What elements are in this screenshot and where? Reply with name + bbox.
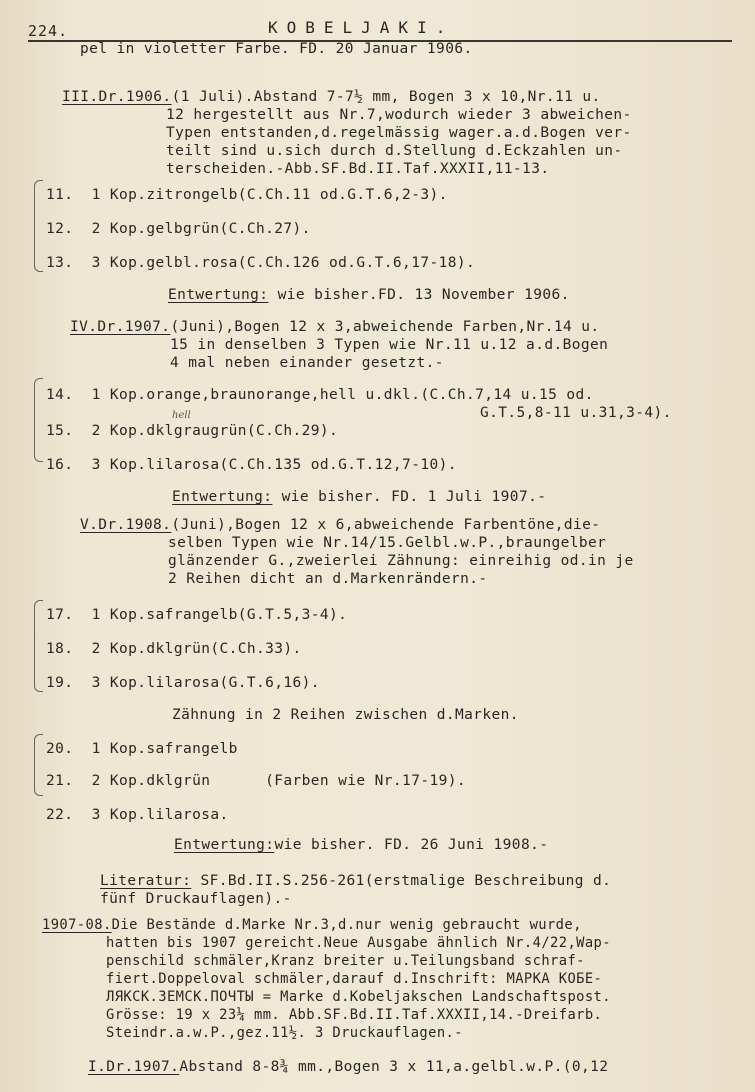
text-line: Zähnung in 2 Reihen zwischen d.Marken. — [172, 707, 519, 723]
stamp-entry: 20. 1 Kop.safrangelb — [46, 741, 238, 757]
page-title: KOBELJAKI. — [268, 18, 455, 37]
cancellation-label: Entwertung: — [174, 837, 275, 853]
text-line — [100, 872, 611, 890]
section-heading: 1907-08. — [42, 917, 112, 933]
cancellation-label: Entwertung: — [172, 489, 273, 505]
text-segment: Abstand 8-8¾ mm.,Bogen 3 x 11,a.gelbl.w.P.(0,12 — [179, 1059, 609, 1075]
stamp-entry: 11. 1 Kop.zitrongelb(C.Ch.11 od.G.T.6,2-3). — [46, 187, 448, 203]
text-line — [42, 916, 582, 934]
text-line: 4 mal neben einander gesetzt.- — [170, 355, 444, 371]
text-segment: (Juni),Bogen 12 x 6,abweichende Farbentöne,die- — [171, 517, 601, 533]
text-line: Grösse: 19 x 23¼ mm. Abb.SF.Bd.II.Taf.XXXII,14.-Dreifarb. — [106, 1007, 603, 1023]
stamp-entry: 16. 3 Kop.lilarosa(C.Ch.135 od.G.T.12,7-10). — [46, 457, 457, 473]
text-line: ЛЯКСК.ЗЕМСК.ПОЧТЫ = Marke d.Kobeljakschen Landschaftspost. — [106, 989, 611, 1005]
stamp-entry: 12. 2 Kop.gelbgrün(C.Ch.27). — [46, 221, 311, 237]
margin-bracket-17-19 — [34, 600, 43, 692]
stamp-entry: 17. 1 Kop.safrangelb(G.T.5,3-4). — [46, 607, 348, 623]
text-line: hatten bis 1907 gereicht.Neue Ausgabe ähnlich Nr.4/22,Wap- — [106, 935, 611, 951]
text-segment: wie bisher. FD. 1 Juli 1907.- — [272, 489, 547, 505]
text-segment: SF.Bd.II.S.256-261(erstmalige Beschreibung d. — [191, 873, 612, 889]
text-line: penschild schmäler,Kranz breiter u.Teilungsband schraf- — [106, 953, 585, 969]
handwritten-note: hell — [172, 410, 191, 421]
section-heading: III.Dr.1906. — [62, 89, 172, 105]
text-segment: (1 Juli).Abstand 7-7½ mm, Bogen 3 x 10,Nr.11 u. — [171, 89, 601, 105]
page-number: 224. — [28, 22, 69, 40]
text-line: fiert.Doppeloval schmäler,darauf d.Inschrift: МАРКА КОБЕ- — [106, 971, 603, 987]
text-line: selben Typen wie Nr.14/15.Gelbl.w.P.,braungelber — [168, 535, 607, 551]
text-line: G.T.5,8-11 u.31,3-4). — [480, 405, 672, 421]
text-line — [168, 286, 570, 304]
literature-label: Literatur: — [100, 873, 192, 889]
text-line — [172, 488, 546, 506]
text-line: terscheiden.-Abb.SF.Bd.II.Taf.XXXII,11-13. — [166, 161, 550, 177]
stamp-entry: 21. 2 Kop.dklgrün (Farben wie Nr.17-19). — [46, 773, 466, 789]
section-heading: V.Dr.1908. — [80, 517, 172, 533]
text-line: 15 in denselben 3 Typen wie Nr.11 u.12 a.d.Bogen — [170, 337, 609, 353]
text-line — [88, 1058, 608, 1076]
stamp-entry: 22. 3 Kop.lilarosa. — [46, 807, 229, 823]
margin-bracket-14-16 — [34, 378, 43, 462]
text-line — [62, 88, 601, 106]
stamp-entry: 13. 3 Kop.gelbl.rosa(C.Ch.126 od.G.T.6,17-18). — [46, 255, 476, 271]
text-line — [80, 516, 600, 534]
cancellation-label: Entwertung: — [168, 287, 269, 303]
text-line: Steindr.a.w.P.,gez.11½. 3 Druckauflagen.- — [106, 1025, 463, 1041]
text-line: glänzender G.,zweierlei Zähnung: einreihig od.in je — [168, 553, 634, 569]
margin-bracket-11-13 — [34, 180, 43, 272]
text-line: fünf Druckauflagen).- — [100, 891, 292, 907]
stamp-entry: 19. 3 Kop.lilarosa(G.T.6,16). — [46, 675, 320, 691]
text-segment: wie bisher.FD. 13 November 1906. — [268, 287, 570, 303]
text-segment: Die Bestände d.Marke Nr.3,d.nur wenig gebraucht wurde, — [111, 917, 582, 933]
margin-bracket-20-22 — [34, 734, 43, 796]
text-line: 12 hergestellt aus Nr.7,wodurch wieder 3 abweichen- — [166, 107, 632, 123]
section-heading: I.Dr.1907. — [88, 1059, 180, 1075]
text-segment: wie bisher. FD. 26 Juni 1908.- — [274, 837, 549, 853]
text-line: teilt sind u.sich durch d.Stellung d.Eckzahlen un- — [166, 143, 623, 159]
stamp-entry: 14. 1 Kop.orange,braunorange,hell u.dkl.(C.Ch.7,14 u.15 od. — [46, 387, 594, 403]
stamp-entry: 18. 2 Kop.dklgrün(C.Ch.33). — [46, 641, 302, 657]
stamp-entry: 15. 2 Kop.dklgraugrün(C.Ch.29). — [46, 423, 339, 439]
section-heading: IV.Dr.1907. — [70, 319, 171, 335]
text-line: Typen entstanden,d.regelmässig wager.a.d.Bogen ver- — [166, 125, 632, 141]
text-line — [70, 318, 600, 336]
text-line: 2 Reihen dicht an d.Markenrändern.- — [168, 571, 488, 587]
text-line: pel in violetter Farbe. FD. 20 Januar 1906. — [80, 41, 473, 57]
text-segment: (Juni),Bogen 12 x 3,abweichende Farben,Nr.14 u. — [170, 319, 600, 335]
text-line — [174, 836, 548, 854]
